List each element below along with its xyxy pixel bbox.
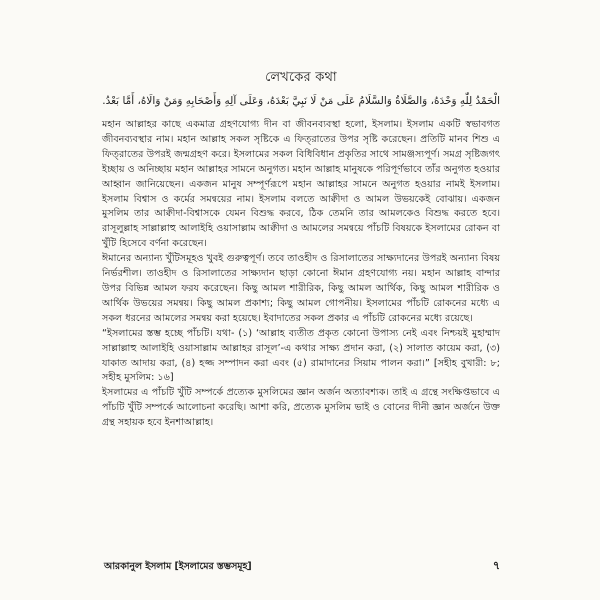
page-footer — [104, 557, 500, 576]
page-title: লেখকের কথা — [265, 70, 337, 85]
paragraph: মহান আল্লাহর কাছে একমাত্র গ্রহণযোগ্য দীন বা জীবনব্যবস্থা হলো, ইসলাম। ইসলাম একটি স্বভাবগত জীবনব্যবস্থার নাম। মহান আল্লাহ সকল সৃষ্টিকে এ ফিত্‌রাতের উপর সৃষ্টি করেছেন। প্রতিটি মানব শিশু এ ফিত্‌রাতের উপরই জন্মগ্রহণ করে। ইসলামের সকল বিধিবিধান প্রকৃতির সাথে সামঞ্জস্যপূর্ণ। সমগ্র সৃষ্টিজগৎ ইচ্ছায় ও অনিচ্ছায় মহান আল্লাহর সামনে অনুগত। মহান আল্লাহ মানুষকে পরিপূর্ণভাবে তাঁর অনুগত হওয়ার আহ্বান জানিয়েছেন। একজন মানুষ সম্পূর্ণরূপে মহান আল্লাহর সামনে অনুগত হওয়ার নামই ইসলাম। ইসলাম বিশ্বাস ও কর্মের সমন্বয়ের নাম। ইসলাম বলতে আক্বীদা ও আমল উভয়কেই বোঝায়। একজন মুসলিম তার আক্বীদা-বিশ্বাসকে যেমন বিশুদ্ধ করবে, ঠিক তেমনি তার আমলকেও বিশুদ্ধ করতে হবে। রাসূলুল্লাহ সাল্লাল্লাহু আলাইহি ওয়াসাল্লাম আক্বীদা ও আমলের সমন্বয়ে পাঁচটি বিষয়কে ইসলামের রোকন বা খুঁটি হিসেবে বর্ণনা করেছেন। — [102, 119, 500, 250]
closing-paragraph: ইসলামের এ পাঁচটি খুঁটি সম্পর্কে প্রত্যেক মুসলিমের জ্ঞান অর্জন অত্যাবশ্যক। তাই এ গ্রন্থে সংক্ষিপ্তভাবে এ পাঁচটি খুঁটি সম্পর্কে আলোচনা করেছি। আশা করি, প্রত্যেক মুসলিম ভাই ও বোনের দীনী জ্ঞান অর্জনে উক্ত গ্রন্থ সহায়ক হবে ইনশাআল্লাহ। — [102, 387, 500, 429]
page-number: ৭ — [492, 559, 500, 572]
body-text — [102, 118, 500, 431]
hadith-quote: “ইসলামের স্তম্ভ হচ্ছে পাঁচটি। যথা- (১) ‘আল্লাহ ব্যতীত প্রকৃত কোনো উপাস্য নেই এবং নিশ্চয়ই মুহাম্মাদ সাল্লাল্লাহু আলাইহি ওয়াসাল্লাম আল্লাহর রাসূল’-এ কথার সাক্ষ্য প্রদান করা, (২) সালাত কায়েম করা, (৩) যাকাত আদায় করা, (৪) হজ্জ সম্পাদন করা এবং (৫) রামাদানের সিয়াম পালন করা।” [সহীহ বুখারী: ৮; সহীহ মুসলিম: ১৬] — [102, 327, 500, 384]
running-book-title: আরকানুল ইসলাম [ইসলামের স্তম্ভসমূহ] — [104, 561, 252, 572]
arabic-invocation: الْحَمْدُ لِلّٰهِ وَحْدَهُ، وَالصَّلَاةُ وَالسَّلَامُ عَلَى مَنْ لَا نَبِيَّ بَعْدَهُ، وَعَلَى آلِهِ وَأَصْحَابِهِ وَمَنْ وَالَاهُ، أَمَّا بَعْدُ. — [102, 95, 500, 107]
paragraph: ঈমানের অন্যান্য খুঁটিসমূহও খুবই গুরুত্বপূর্ণ। তবে তাওহীদ ও রিসালাতের সাক্ষ্যদানের উপরই অন্যান্য বিষয় নির্ভরশীল। তাওহীদ ও রিসালাতের সাক্ষ্যদান ছাড়া কোনো ঈমান গ্রহণযোগ্য নয়। মহান আল্লাহ বান্দার উপর বিভিন্ন আমল ফরয করেছেন। কিছু আমল শারীরিক, কিছু আমল আর্থিক, কিছু আমল শারীরিক ও আর্থিক উভয়ের সমন্বয়। কিছু আমল প্রকাশ্য; কিছু আমল গোপনীয়। ইসলামের পাঁচটি রোকনের মধ্যে এ সকল ধরনের আমলের সমন্বয় করা হয়েছে। ইবাদাতের সকল প্রকার এ পাঁচটি রোকনের মধ্যে রয়েছে। — [102, 253, 500, 324]
